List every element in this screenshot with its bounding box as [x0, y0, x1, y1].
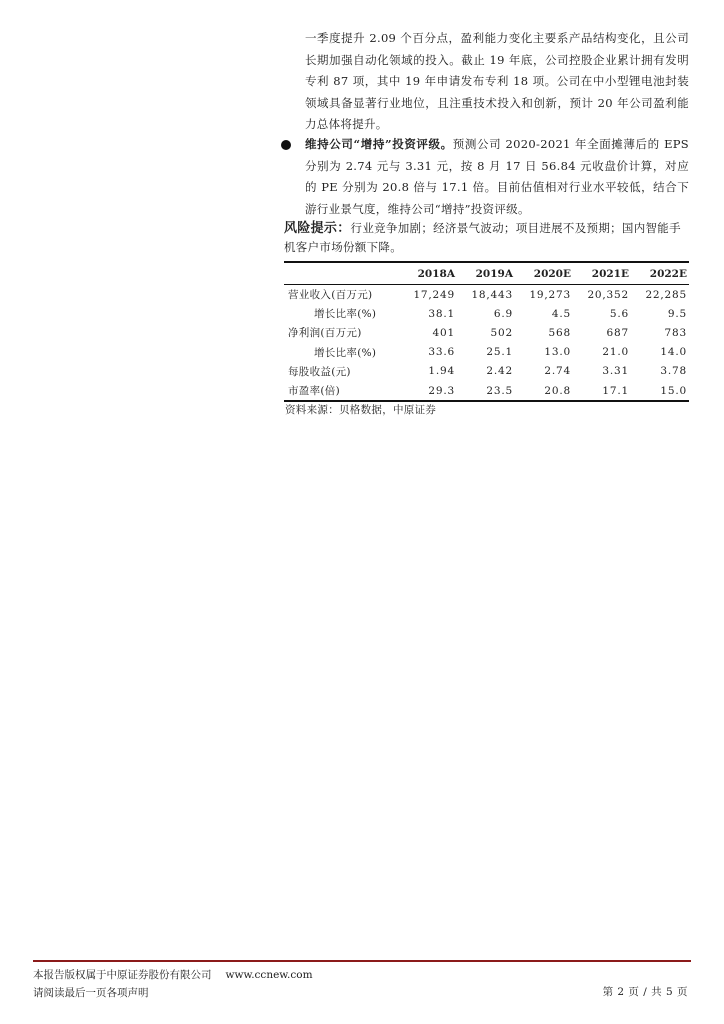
table-cell: 13.0 — [544, 346, 571, 359]
page-number: 第 2 页 / 共 5 页 — [602, 986, 688, 998]
row-label: 市盈率(倍) — [284, 381, 399, 401]
row-label: 净利润(百万元) — [288, 327, 362, 340]
row-label: 每股收益(元) — [288, 365, 351, 378]
footer-notice: 请阅读最后一页各项声明 — [33, 987, 149, 999]
table-cell: 25.1 — [486, 346, 513, 359]
table-header-cell: 2018A — [399, 262, 457, 285]
row-label: 营业收入(百万元) — [288, 289, 373, 302]
row-label: 增长比率(%) — [314, 346, 377, 359]
table-row — [284, 285, 689, 305]
table-cell: 22,285 — [645, 288, 687, 301]
table-header-row — [284, 262, 689, 285]
table-cell: 5.6 — [609, 307, 629, 320]
table-cell: 23.5 — [457, 381, 515, 401]
risk-text: 行业竞争加剧；经济景气波动；项目进展不及预期；国内智能手机客户市场份额下降。 — [284, 221, 681, 254]
table-row — [284, 362, 689, 381]
table-cell: 502 — [490, 326, 513, 339]
row-label: 增长比率(%) — [314, 308, 377, 321]
table-row — [284, 304, 689, 323]
table-cell: 14.0 — [660, 346, 687, 359]
table-cell: 9.5 — [667, 307, 687, 320]
risk-title: 风险提示： — [284, 221, 351, 236]
table-header-cell: 2020E — [515, 262, 573, 285]
table-source: 资料来源：贝格数据，中原证券 — [285, 404, 437, 416]
table-cell: 29.3 — [399, 381, 457, 401]
table-row — [284, 381, 689, 401]
table-cell: 2.42 — [486, 365, 513, 378]
table-cell: 687 — [606, 326, 629, 339]
table-cell: 3.31 — [602, 365, 629, 378]
table-cell: 17.1 — [573, 381, 631, 401]
table-header-cell: 2022E — [631, 262, 689, 285]
paragraph-profitability: 一季度提升 2.09 个百分点，盈利能力变化主要系产品结构变化，且公司长期加强自动化领域的投入。截止 19 年底，公司控股企业累计拥有发明专利 87 项，其中 19 年申请发布专利 18 项。公司在中小型锂电池封装领域具备显著行业地位，且注重技术投入和创新，预计 20 年公司盈利能力总体将提升。 — [305, 31, 689, 132]
table-cell: 19,273 — [529, 288, 571, 301]
table-cell: 21.0 — [602, 346, 629, 359]
footer-url[interactable]: www.ccnew.com — [225, 969, 313, 981]
risk-warning — [284, 219, 689, 257]
table-cell: 3.78 — [660, 365, 687, 378]
table-header-cell: 2021E — [573, 262, 631, 285]
table-cell: 20.8 — [515, 381, 573, 401]
table-cell: 17,249 — [413, 288, 455, 301]
table-cell: 20,352 — [587, 288, 629, 301]
table-cell: 1.94 — [428, 365, 455, 378]
footer-left — [33, 966, 313, 1002]
table-row — [284, 343, 689, 362]
footer-copyright: 本报告版权属于中原证券股份有限公司 — [33, 969, 212, 981]
table-cell: 568 — [548, 326, 571, 339]
bullet-icon — [281, 140, 291, 150]
table-cell: 4.5 — [551, 307, 571, 320]
table-cell: 783 — [664, 326, 687, 339]
table-header-cell — [284, 262, 399, 285]
financial-forecast-table — [284, 261, 689, 402]
table-cell: 38.1 — [428, 307, 455, 320]
table-header-cell: 2019A — [457, 262, 515, 285]
table-cell: 6.9 — [493, 307, 513, 320]
footer-rule — [33, 960, 691, 962]
paragraph-rating — [305, 134, 689, 220]
table-row — [284, 323, 689, 342]
table-cell: 18,443 — [471, 288, 513, 301]
table-cell: 33.6 — [428, 346, 455, 359]
rating-heading: 维持公司“增持”投资评级。 — [305, 137, 453, 151]
table-cell: 2.74 — [544, 365, 571, 378]
table-cell: 15.0 — [631, 381, 689, 401]
rating-text: 预测公司 2020-2021 年全面摊薄后的 EPS 分别为 2.74 元与 3.31 元，按 8 月 17 日 56.84 元收盘价计算，对应的 PE 分别为 20.8 倍与 17.1 倍。目前估值相对行业水平较低，结合下游行业景气度，维持公司“增持”投资评级。 — [305, 137, 689, 216]
table-cell: 401 — [432, 326, 455, 339]
